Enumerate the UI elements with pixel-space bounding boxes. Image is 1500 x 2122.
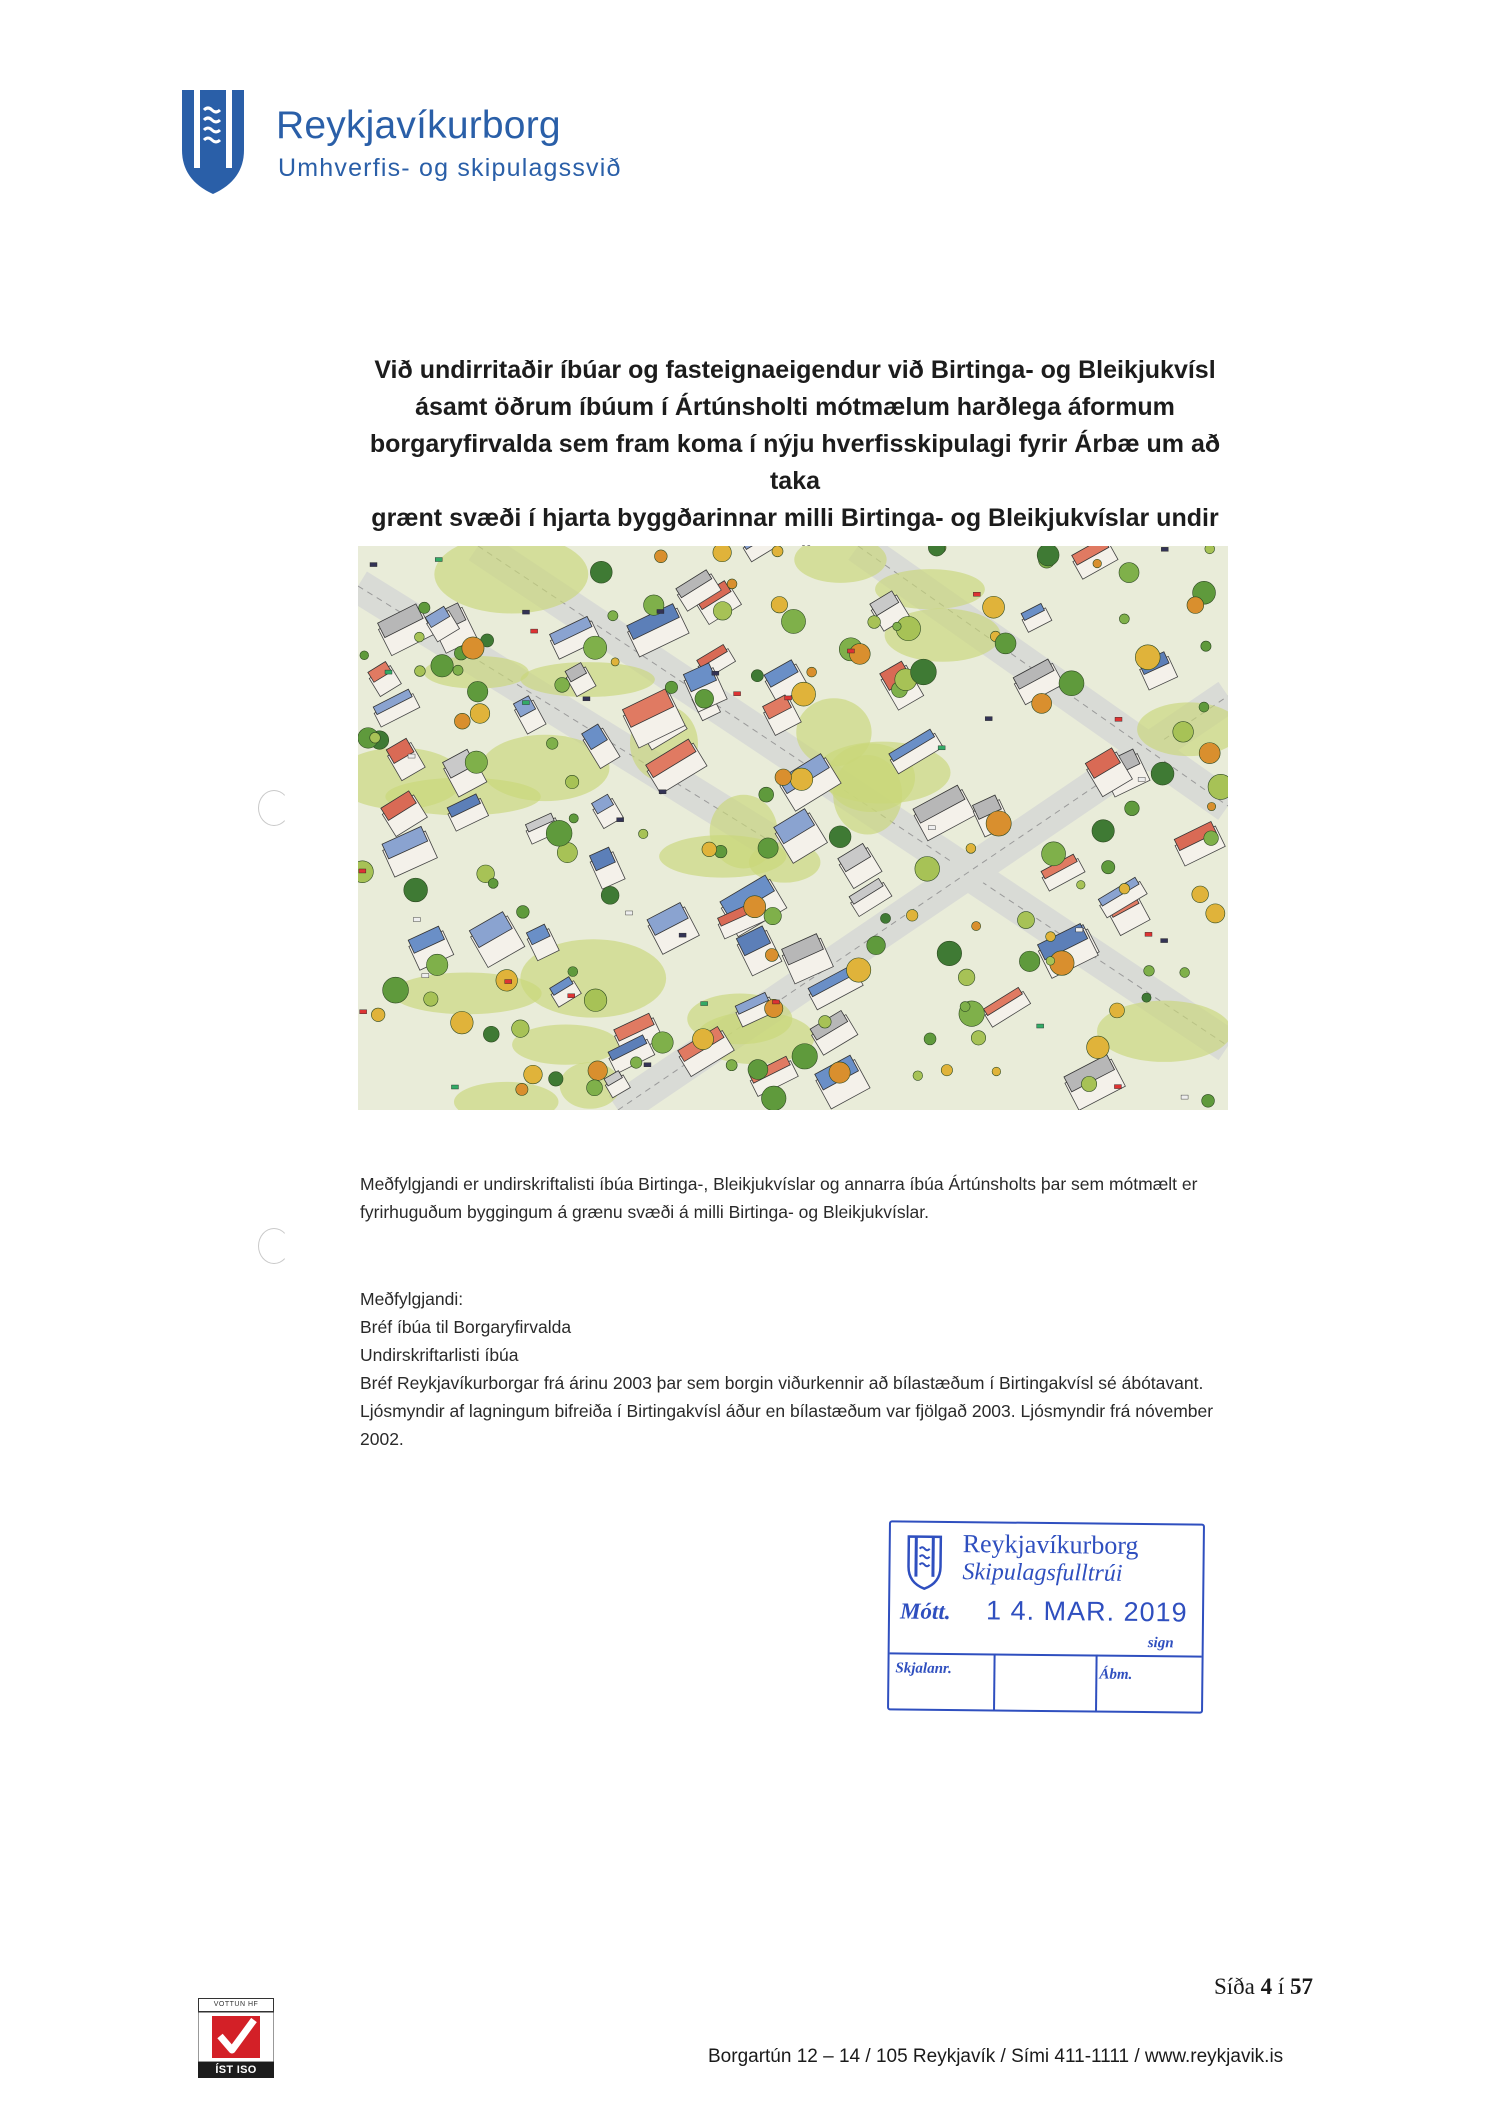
stamp-org: Reykjavíkurborg — [962, 1529, 1139, 1560]
tree — [652, 1032, 673, 1053]
tree — [1119, 883, 1130, 894]
tree — [639, 829, 648, 838]
car — [1161, 939, 1168, 943]
tree — [516, 1083, 528, 1095]
car — [644, 1063, 651, 1067]
tree — [1042, 842, 1066, 866]
tree — [713, 602, 731, 620]
tree — [727, 579, 737, 589]
stamp-responsible-label: Ábm. — [1099, 1666, 1133, 1683]
tree — [517, 906, 530, 919]
car — [847, 649, 854, 653]
tree — [762, 1086, 786, 1110]
tree — [924, 1033, 936, 1045]
car — [522, 701, 529, 705]
tree — [764, 907, 781, 924]
car — [659, 790, 666, 794]
tree — [1135, 645, 1160, 670]
heading-line: Við undirritaðir íbúar og fasteignaeigendur við Birtinga- og Bleikjukvísl — [374, 356, 1216, 384]
car — [928, 826, 935, 830]
tree — [1180, 968, 1190, 978]
tree — [915, 856, 940, 881]
tree — [483, 1026, 499, 1042]
tree — [424, 992, 438, 1006]
tree — [419, 602, 430, 613]
tree — [790, 768, 812, 790]
car — [422, 974, 429, 978]
tree — [693, 1029, 714, 1050]
tree — [569, 814, 578, 823]
tree — [1087, 1036, 1110, 1059]
page-number-separator: í — [1277, 1974, 1285, 1999]
tree — [415, 632, 425, 642]
car — [1181, 1095, 1188, 1099]
car — [772, 1000, 779, 1004]
car — [712, 671, 719, 675]
tree — [958, 969, 975, 986]
tree — [655, 550, 668, 563]
car — [360, 1010, 367, 1014]
car — [785, 696, 792, 700]
tree — [470, 704, 490, 724]
tree — [454, 713, 470, 729]
tree — [1207, 802, 1215, 810]
car — [1037, 1024, 1044, 1028]
tree — [1046, 932, 1056, 942]
received-stamp — [887, 1520, 1205, 1713]
neighborhood-illustration — [358, 546, 1228, 1110]
tree — [775, 769, 791, 785]
car — [701, 1002, 708, 1006]
tree — [906, 910, 917, 921]
tree — [880, 913, 890, 923]
car — [359, 869, 366, 873]
tree — [601, 886, 619, 904]
tree — [630, 1057, 641, 1068]
tree — [404, 878, 428, 902]
tree — [426, 954, 447, 975]
tree — [1046, 957, 1055, 966]
tree — [1081, 1076, 1096, 1091]
car — [626, 911, 633, 915]
attachment-item: Bréf íbúa til Borgaryfirvalda — [360, 1317, 572, 1337]
tree — [1037, 546, 1059, 566]
tree — [584, 989, 607, 1012]
tree — [1092, 820, 1114, 842]
org-name: Reykjavíkurborg — [276, 104, 561, 147]
footer-address: Borgartún 12 – 14 / 105 Reykjavík / Sími 411-1111 / www.reykjavik.is — [708, 2046, 1284, 2067]
tree — [371, 1008, 385, 1022]
tree — [847, 958, 871, 982]
tree — [1093, 559, 1102, 568]
grass-patch — [833, 755, 902, 835]
car — [522, 610, 529, 614]
tree — [1201, 641, 1211, 651]
tree — [415, 666, 426, 677]
tree — [611, 658, 619, 666]
tree — [868, 616, 881, 629]
tree — [751, 670, 763, 682]
attachment-item: Ljósmyndir af lagningum bifreiða í Birtingakvísl áður en bílastæðum var fjölgað 2003. Ljósmyndir frá nóvember 2002. — [360, 1401, 1214, 1449]
car — [370, 563, 377, 567]
tree — [549, 1072, 563, 1086]
tree — [1032, 693, 1052, 713]
tree — [488, 878, 498, 888]
tree — [1059, 671, 1084, 696]
stamp-divider — [890, 1652, 1202, 1657]
tree — [819, 1016, 832, 1029]
car — [1138, 777, 1145, 781]
tree — [983, 596, 1005, 618]
page-number — [1214, 1974, 1313, 2000]
tree — [590, 561, 612, 583]
stamp-received-label: Mótt. — [899, 1598, 951, 1624]
car — [583, 697, 590, 701]
tree — [1110, 1003, 1125, 1018]
tree — [512, 1020, 529, 1037]
binder-hole — [258, 1228, 290, 1264]
tree — [995, 633, 1016, 654]
tree — [608, 611, 618, 621]
tree — [360, 651, 369, 660]
car — [1114, 1085, 1121, 1089]
intro-paragraph: Meðfylgjandi er undirskriftalisti íbúa Birtinga-, Bleikjukvíslar og annarra íbúa Ártúnsholts þar sem mótmælt er fyrirhuguðum byggingum á grænu svæði á milli Birtinga- og Bleikjukvíslar. — [360, 1174, 1198, 1222]
tree — [829, 826, 851, 848]
tree — [971, 1031, 985, 1045]
attachment-item: Bréf Reykjavíkurborgar frá árinu 2003 þar sem borgin viðurkennir að bílastæðum í Birtingakvísl sé ábótavant. — [360, 1373, 1204, 1393]
tree — [772, 546, 783, 557]
attachments-list — [360, 1285, 1240, 1453]
stamp-crest-icon — [906, 1535, 943, 1591]
tree — [588, 1061, 607, 1080]
page-number-prefix: Síða — [1214, 1974, 1255, 1999]
car — [435, 558, 442, 562]
stamp-office: Skipulagsfulltrúi — [962, 1559, 1123, 1587]
tree — [781, 609, 805, 633]
tree — [992, 1067, 1001, 1076]
tree — [1119, 563, 1139, 583]
heading-line: ásamt öðrum íbúum í Ártúnsholti mótmælum harðlega áformum — [415, 393, 1175, 421]
grass-patch — [392, 972, 542, 1014]
car — [1161, 547, 1168, 551]
attachment-item: Undirskriftarlisti íbúa — [360, 1345, 519, 1365]
tree — [829, 1062, 850, 1083]
tree — [1187, 597, 1204, 614]
car — [451, 1085, 458, 1089]
car — [568, 994, 575, 998]
car — [408, 754, 415, 758]
tree — [1151, 762, 1174, 785]
tree — [584, 636, 607, 659]
car — [1076, 928, 1083, 932]
tree — [1202, 1094, 1215, 1107]
tree — [587, 1080, 603, 1096]
tree — [960, 1002, 970, 1012]
tree — [966, 844, 976, 854]
car — [734, 692, 741, 696]
tree — [453, 665, 463, 675]
tree — [986, 811, 1011, 836]
tree — [758, 838, 778, 858]
tree — [465, 751, 487, 773]
department-name: Umhverfis- og skipulagssvið — [278, 154, 622, 182]
city-crest-icon — [180, 88, 246, 196]
tree — [665, 681, 677, 693]
car — [531, 629, 538, 633]
tree — [1173, 722, 1194, 743]
checkmark-icon — [198, 2012, 274, 2062]
tree — [467, 681, 487, 701]
tree — [713, 546, 731, 562]
tree — [759, 787, 774, 802]
tree — [792, 1044, 817, 1069]
tree — [771, 597, 787, 613]
car — [679, 933, 686, 937]
reykjavik-logo — [180, 88, 622, 198]
tree — [893, 622, 901, 630]
tree — [702, 842, 717, 857]
car — [1115, 717, 1122, 721]
tree — [748, 1060, 768, 1080]
stamp-divider — [1095, 1655, 1098, 1711]
tree — [555, 678, 570, 693]
attachments-title: Meðfylgjandi: — [360, 1289, 464, 1309]
tree — [1019, 951, 1039, 971]
tree — [1204, 831, 1219, 846]
tree — [1125, 801, 1140, 816]
tree — [1077, 881, 1086, 890]
stamp-date: 1 4. MAR. 2019 — [985, 1595, 1188, 1628]
tree — [849, 644, 870, 665]
tree — [524, 1065, 543, 1084]
car — [385, 670, 392, 674]
tree — [726, 1060, 737, 1071]
tree — [1018, 912, 1035, 929]
tree — [792, 682, 816, 706]
car — [413, 917, 420, 921]
tree — [383, 977, 409, 1003]
stamp-divider — [993, 1653, 996, 1709]
tree — [695, 689, 714, 708]
tree — [1205, 546, 1215, 554]
car — [1145, 932, 1152, 936]
heading-line: grænt svæði í hjarta byggðarinnar milli Birtinga- og Bleikjukvíslar undir — [371, 504, 1219, 532]
tree — [1192, 886, 1209, 903]
heading-line: borgaryfirvalda sem fram koma í nýju hverfisskipulagi fyrir Árbæ um að taka — [369, 430, 1221, 495]
car — [617, 818, 624, 822]
car — [505, 980, 512, 984]
tree — [1199, 702, 1209, 712]
tree — [1199, 743, 1220, 764]
tree — [1142, 993, 1151, 1002]
tree — [1206, 904, 1225, 923]
tree — [807, 667, 817, 677]
tree — [744, 896, 766, 918]
tree — [1144, 966, 1155, 977]
page-number-total: 57 — [1290, 1974, 1314, 1999]
tree — [941, 1064, 952, 1075]
tree — [1119, 614, 1129, 624]
tree — [937, 941, 961, 965]
tree — [765, 948, 778, 961]
tree — [451, 1011, 474, 1034]
tree — [370, 732, 381, 743]
tree — [867, 936, 886, 955]
iso-certification-badge — [196, 1998, 276, 2092]
car — [973, 592, 980, 596]
tree — [546, 820, 572, 846]
tree — [1102, 861, 1115, 874]
tree — [546, 738, 558, 750]
stamp-sign-label: sign — [1147, 1635, 1174, 1652]
cert-top-label: VOTTUN HF — [198, 1998, 274, 2012]
tree — [972, 922, 981, 931]
binder-hole — [258, 790, 290, 826]
cert-bottom-label: ÍST ISO 14001 — [198, 2062, 274, 2078]
tree — [431, 655, 453, 677]
aerial-drawing — [358, 546, 1228, 1110]
tree — [911, 659, 937, 685]
tree — [462, 637, 484, 659]
car — [657, 609, 664, 613]
car — [938, 746, 945, 750]
tree — [565, 775, 578, 788]
stamp-doc-number-label: Skjalanr. — [895, 1660, 952, 1678]
tree — [568, 967, 578, 977]
car — [985, 717, 992, 721]
tree — [913, 1071, 923, 1081]
page-number-current: 4 — [1260, 1974, 1273, 1999]
